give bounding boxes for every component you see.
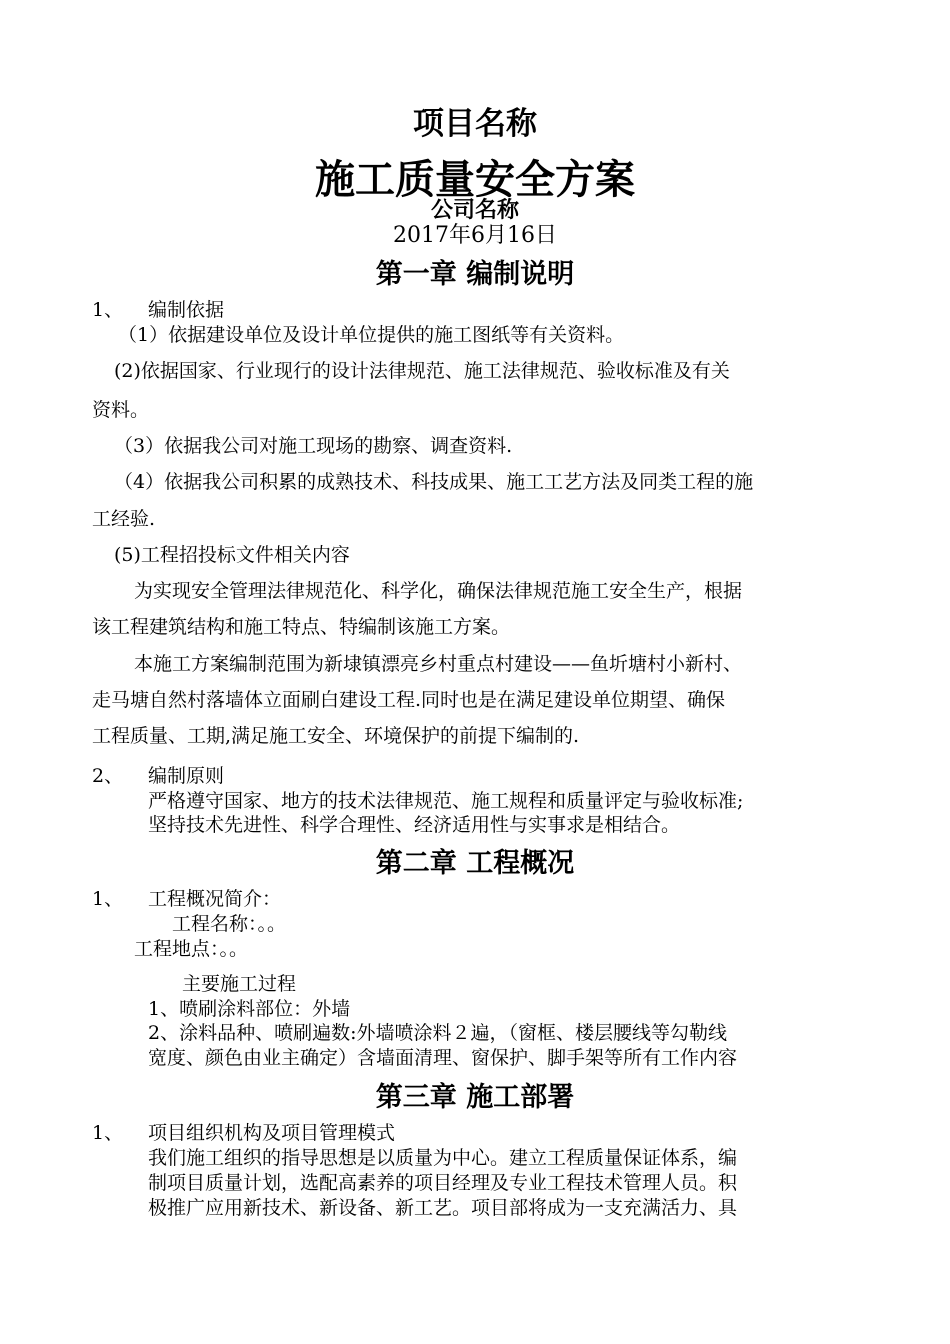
paragraph-line: 走马塘自然村落墙体立面刷白建设工程.同时也是在满足建设单位期望、确保 xyxy=(92,689,726,711)
paragraph-line: 为实现安全管理法律规范化、科学化，确保法律规范施工安全生产，根据 xyxy=(134,580,743,602)
basis-item-2-cont: 资料。 xyxy=(92,399,150,421)
section-heading: 工程概况简介： xyxy=(148,888,282,910)
principle-line: 严格遵守国家、地方的技术法律规范、施工规程和质量评定与验收标准; xyxy=(148,790,744,812)
section-heading: 项目组织机构及项目管理模式 xyxy=(148,1122,396,1144)
process-line: 2、涂料品种、喷刷遍数:外墙喷涂料２遍，（窗框、楼层腰线等勾勒线 xyxy=(148,1022,727,1044)
paragraph-line: 该工程建筑结构和施工特点、特编制该施工方案。 xyxy=(92,616,511,638)
section-number: 1、 xyxy=(92,888,124,910)
chapter-3-title: 第三章 施工部署 xyxy=(375,1082,575,1113)
basis-item-4: （4）依据我公司积累的成熟技术、科技成果、施工工艺方法及同类工程的施 xyxy=(114,471,754,493)
process-line: 宽度、颜色由业主确定）含墙面清理、窗保护、脚手架等所有工作内容 xyxy=(148,1047,738,1069)
section-number: 1、 xyxy=(92,1122,124,1144)
basis-item-3: （3）依据我公司对施工现场的勘察、调查资料. xyxy=(114,435,513,457)
section-number: 2、 xyxy=(92,765,124,787)
paragraph-line: 我们施工组织的指导思想是以质量为中心。建立工程质量保证体系，编 xyxy=(148,1147,738,1169)
project-name: 项目名称 xyxy=(413,106,537,142)
section-heading: 编制原则 xyxy=(148,765,225,787)
chapter-2-title: 第二章 工程概况 xyxy=(375,848,575,879)
paragraph-line: 极推广应用新技术、新设备、新工艺。项目部将成为一支充满活力、具 xyxy=(148,1197,738,1219)
paragraph-line: 本施工方案编制范围为新埭镇漂亮乡村重点村建设——鱼圻塘村小新村、 xyxy=(134,653,743,675)
document-date: 2017年6月16日 xyxy=(393,223,557,248)
basis-item-4-cont: 工经验. xyxy=(92,508,156,530)
section-heading: 编制依据 xyxy=(148,299,225,321)
principle-line: 坚持技术先进性、科学合理性、经济适用性与实事求是相结合。 xyxy=(148,814,681,836)
chapter-1-title: 第一章 编制说明 xyxy=(375,259,575,290)
document-title: 施工质量安全方案 xyxy=(315,156,635,203)
section-number: 1、 xyxy=(92,299,124,321)
paragraph-line: 工程质量、工期,满足施工安全、环境保护的前提下编制的. xyxy=(92,725,580,747)
basis-item-5: (5)工程招投标文件相关内容 xyxy=(114,544,350,566)
paragraph-line: 制项目质量计划，选配高素养的项目经理及专业工程技术管理人员。积 xyxy=(148,1172,738,1194)
basis-item-2: (2)依据国家、行业现行的设计法律规范、施工法律规范、验收标准及有关 xyxy=(114,360,730,382)
basis-item-1: （1）依据建设单位及设计单位提供的施工图纸等有关资料。 xyxy=(118,324,625,346)
process-line: 1、喷刷涂料部位：外墙 xyxy=(148,998,351,1020)
project-place-line: 工程地点：。。 xyxy=(134,938,249,960)
company-name: 公司名称 xyxy=(430,197,519,223)
project-name-line: 工程名称：。。 xyxy=(172,913,287,935)
process-heading: 主要施工过程 xyxy=(182,973,297,995)
